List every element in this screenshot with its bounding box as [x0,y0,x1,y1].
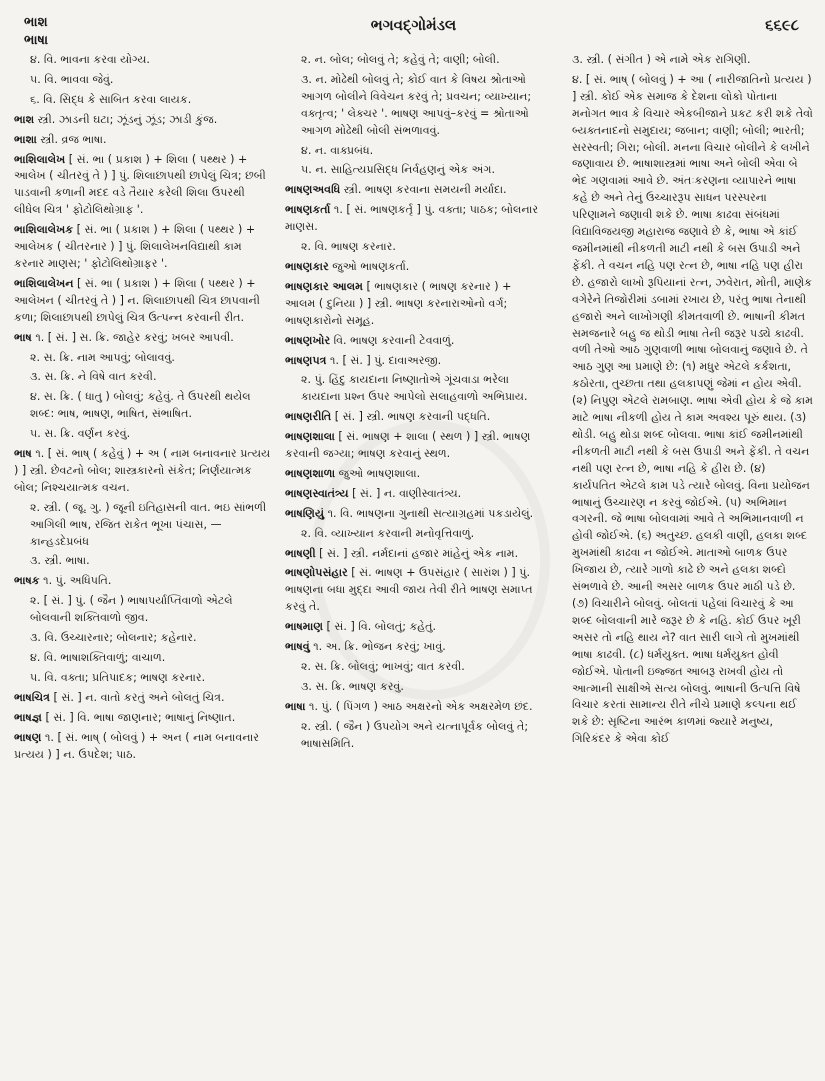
dictionary-entry [285,409,542,426]
entry-definition: જુઓ ભાષણકર્તા. [328,259,410,273]
dictionary-entry [285,546,542,563]
entry-definition: સ્ત્રી. વ્રજ ભાષા. [36,132,107,146]
entry-definition: ૧. [ સં. ] પું. દાવાઅરજી. [326,353,442,367]
dictionary-entry [285,639,542,656]
entry-definition: [ સં. ] સ્ત્રી. નર્મદાનાં હજાર માંહેનું એક નામ. [315,546,519,560]
entry-headword: ભાષજ્ઞ [14,710,42,724]
entry-sense [556,72,813,748]
entry-headword: ભાષણસ્વાતંત્ર્ય [285,486,349,500]
entry-definition: ૪. [ સં. ભાષ્ ( બોલવું ) + આ ( નારીજાતિનો પ્રત્યય ) ] સ્ત્રી. કોઈ એક સમાજ કે દેશના લોકો પોતાના મનોગત ભાવ કે વિચાર એકબીજાને પ્રકટ કરી શકે તેવો બ્યક્તનાદનો સમુદાય; જબાન; વાણી; બોલી; ભારતી; સરસ્વતી; ગિરા; બોલી. મનના વિચાર બોલીને કે લખીને જણાવાય છે. ભાષાશાસ્ત્રમાં ભાષા અને બોલી એવા બે ભેદ ગણવામાં આવે છે. અંતઃકરણના વ્યાપારને ભાષા કહે છે અને તેનું ઉચ્ચારરૂપ સાધન પરસ્પરના પરિણામને જણાવી શકે છે. ભાષા કાઢવા સંબંધમાં વિદ્યાવિજયજી મહારાજ જણાવે છે કે, ભાષા એ કાંઈ જમીનમાંથી નીકળતી માટી નથી કે બસ ઉપાડી અને ફેંકી. તે વચન નહિ પણ રત્ન છે, ભાષા નહિ પણ હીરા છે. હજારો લાખો રૂપિયાનાં રત્ન, ઝવેરાત, મોતી, માણેક વગેરેને તિજોરીમાં ડબામાં રખાય છે, પરંતુ ભાષા તેનાથી હજારો અને લાખોગણી કીમતવાળી છે. ભાષાની કીમત સમજનારે બહુ જ થોડી ભાષા તેની જરૂર પડ્યે કાઢવી. વળી તેઓ આઠ ગુણવાળી ભાષા બોલવાનું જણાવે છે. તે આઠ ગુણ આ પ્રમાણે છે: (૧) મધુર એટલે કર્કશતા, કઠોરતા, તુચ્છતા તથા હલકાપણું જેમાં ન હોય એવી. (૨) નિપુણ એટલે રામબાણ. ભાષા એવી હોય કે જે કામ માટે ભાષા નીકળી હોય તે કામ અવશ્ય પૂરું થાય. (૩) થોડી. બહુ થોડા શબ્દ બોલવા. ભાષા કાંઈ જમીનમાંથી નીકળતી માટી નથી કે બસ ઉપાડી અને ફેંકી. તે વચન નથી પણ રત્ન છે, ભાષા નહિ કે હીરા છે. (૪) કાર્યપતિત એટલે કામ પડે ત્યારે બોલવું. વિના પ્રયોજન ભાષાનું ઉચ્ચારણ ન કરવું જોઈએ. (૫) અભિમાન વગરની. જે ભાષા બોલવામાં આવે તે અભિમાનવાળી ન હોવી જોઈએ. (૬) અતુચ્છ. હલકી વાણી, હલકા શબ્દ મુખમાંથી કાઢવા ન જોઈએ. માતાઓ બાળક ઉપર ખિજાય છે, ત્યારે ગાળો કાઢે છે અને હલકા શબ્દો સંભળાવે છે. આની અસર બાળક ઉપર માઠી પડે છે. (૭) વિચારીને બોલવું. બોલતાં પહેલાં વિચારવું કે આ શબ્દ બોલવાની મારે જરૂર છે કે નહિ. કોઈ ઉપર ખૂરી અસર તો નહિ થાય ને? વાત સારી લાગે તો મુખમાંથી ભાષા કાઢવી. (૮) ધર્મયુક્ત. ભાષા ધર્મયુક્ત હોવી જોઈએ. પોતાની ઇજ્જત આબરૂ રાખવી હોય તો આત્માની સાક્ષીએ સત્ય બોલવું. ભાષાની ઉત્પત્તિ વિષે વિચાર કરતાં સામાન્ય રીતે નીચે પ્રમાણે કલ્પના થઈ શકે છે: સૃષ્ટિના આરંભ કાળમાં જ્યારે મનુષ્ય, ગિરિકંદર કે એવા કોઈ [572,72,813,746]
entry-definition: [ સં. ] ન. વાતો કરતું અને બોલતું ચિત્ર. [50,690,225,704]
entry-headword: ભાશિલાલેખન [14,276,74,290]
entry-sense [285,719,542,753]
entry-definition: ૨. ન. બોલ; બોલવું તે; કહેવું તે; વાણી; બોલી. [301,53,500,66]
entry-definition: ૧. [ સં. ભાષ્ ( બોલવું ) + અન ( નામ બનાવનાર પ્રત્યય ) ] ન. ઉપદેશ; પાઠ. [14,730,259,761]
entry-headword: ભાશિલાલેખ [14,152,66,166]
entry-headword: ભાષણખોર [285,333,331,347]
entry-sense [14,350,271,367]
dictionary-entry [14,330,271,347]
entry-headword: ભાષક [14,574,40,588]
entry-headword: ભાશ [14,112,35,126]
entry-headword: ભાષણ [14,730,42,744]
entry-sense [285,659,542,676]
entry-headword: ભાષણિયું [285,506,325,520]
entry-headword: ભાષ [14,330,32,344]
entry-definition: ૨. સ. ક્રિ. નામ આપવું; બોલાવવું. [30,350,175,364]
entry-definition: ૪. વિ. ભાવના કરવા યોગ્ય. [30,53,150,66]
entry-headword: ભાશા [14,132,37,146]
entry-definition: સ્ત્રી. ઝાડની ઘટા; ઝૂંડનું ઝૂંડ; ઝાડી કુંજ. [34,112,218,126]
entry-definition: ૨. વિ. ભાષણ કરનાર. [301,240,396,254]
dictionary-entry [14,132,271,149]
entry-headword: ભાષમાણ [285,620,324,634]
entry-definition: ૪. સ. ક્રિ. ( ધાતુ ) બોલવું; કહેવું. તે ઉપરથી થયેલ શબ્દ: ભાષ, ભાષણ, ભાષિત, સંભાષિત. [30,390,251,421]
dictionary-entry [285,429,542,463]
entry-sense [14,670,271,687]
dictionary-entry [285,182,542,199]
entry-sense [14,92,271,109]
entry-headword: ભાષવું [285,640,310,654]
entry-sense [285,372,542,406]
entry-sense [14,553,271,570]
entry-definition: ૩. સ્ત્રી. ( સંગીત ) એ નામે એક રાગિણી. [572,53,751,66]
entry-headword: ભાષણકાર [285,259,329,273]
entry-definition: ૫. વિ. ભાવવા જેવું. [30,72,114,86]
entry-sense [285,679,542,696]
entry-headword: ભાષણી [285,546,316,560]
entry-headword: ભાષ [14,447,32,461]
entry-sense [14,426,271,443]
dictionary-entry [285,353,542,370]
dictionary-entry [285,279,542,330]
dictionary-entry [14,152,271,220]
entry-definition: [ સં. ભાષણ + શાલા ( સ્થળ ) ] સ્ત્રી. ભાષણ કરવાની જગ્યા; ભાષણ કરવાનું સ્થળ. [285,430,531,461]
entry-definition: [ સં. ભા ( પ્રકાશ ) + શિલા ( પથ્થર ) + આલેખક ( ચીતરનાર ) ] પું. શિલાલેખનવિદ્યાથી કામ કરનાર માણસ; ' ફોટોલિથોગ્રાફર '. [14,223,256,270]
entry-sense [285,52,542,69]
entry-definition: ૧. [ સં. ભાષ્ ( કહેવું ) + અ ( નામ બનાવનાર પ્રત્યય ) ] સ્ત્રી. છેવટનો બોલ; શાસ્ત્રકારનો સંકેત; નિર્ણયાત્મક બોલ; નિશ્ચયાત્મક વચન. [14,447,271,494]
entry-definition: ૨. સ્ત્રી. ( જૈન ) ઉપયોગ અને યત્નાપૂર્વક બોલવું તે; ભાષાસમિતિ. [301,719,529,750]
entry-definition: [ સં. ભાષણ + ઉપસંહાર ( સારાંશ ) ] પું. ભાષણના બધા મુદ્દા આવી જાય તેવી રીતે ભાષણ સમાપ્ત કરવું તે. [285,566,533,614]
entry-definition: ૫. સ. ક્રિ. વર્ણન કરવું. [30,427,131,441]
entry-sense [14,593,271,627]
entry-definition: ૩. સ. ક્રિ. ભાષણ કરવું. [301,679,404,693]
entry-definition: ૨. [ સં. ] પું. ( જૈન ) ભાષાપર્યાપ્તિવાળો એટલે બોલવાની શક્તિવાળો જીવ. [30,594,233,625]
entry-sense [285,143,542,160]
entry-definition: વિ. ભાષણ કરવાની ટેવવાળું. [330,333,455,347]
entry-definition: [ ભાષણકાર ( ભાષણ કરનાર ) + આલમ ( દુનિયા ) ] સ્ત્રી. ભાષણ કરનારાઓનો વર્ગ; ભાષણકારોનો સમૂહ. [285,279,512,327]
dictionary-entry [285,506,542,523]
entry-definition: ૪. વિ. ભાષાશક્તિવાળું; વાચાળ. [30,651,166,664]
entry-definition: ૩. ન. મોઢેથી બોલવું તે; કોઈ વાત કે વિષય શ્રોતાઓ આગળ બોલીને વિવેચન કરવું તે; પ્રવચન; વ્યાખ્યાન; વક્તૃત્વ; ' લેક્ચર '. ભાષણ આપવું–કરવું = શ્રોતાઓ આગળ મોઢેથી બોલી સંભળાવવું. [301,72,532,137]
entry-sense [14,389,271,423]
entry-headword: ભાષણશાલા [285,430,335,444]
entry-sense [14,72,271,89]
entry-sense [14,630,271,647]
entry-definition: ૩. વિ. ઉચ્ચારનાર; બોલનાર; કહેનાર. [30,631,197,645]
entry-sense [556,52,813,69]
entry-definition: ૧. પું. ( પિંગળ ) આઠ અક્ષરનો એક અક્ષરમેળ છંદ. [305,699,533,713]
page-number: ૬૬૯૮ [765,16,799,34]
entry-definition: [ સં. ] સ્ત્રી. ભાષણ કરવાની પદ્ધતિ. [331,410,491,424]
entry-definition: [ સં. ] વિ. ભાષા જાણનાર; ભાષાનું નિષ્ણાત. [41,710,236,724]
dictionary-entry [285,565,542,616]
dictionary-entry [14,690,271,707]
entry-definition: ૨. પું. હિંદુ કાયદાના નિષ્ણાતોએ ગૂંચવાડા ભરેલા કાયદાના પ્રશ્ન ઉપર આપેલો સલાહવાળો અભિપ્રાય. [301,373,528,404]
entry-definition: ૨. સ. ક્રિ. બોલવું; ભાખવું; વાત કરવી. [301,660,465,673]
dictionary-entry [14,222,271,273]
entry-definition: જુઓ ભાષણશાલા. [335,466,421,480]
entry-sense [285,72,542,140]
dictionary-title: ભગવદ્ગોમંડલ [370,16,457,34]
dictionary-entry [14,446,271,497]
text-columns [14,52,813,1075]
dictionary-entry [14,573,271,590]
entry-definition: [ સં. ] વિ. બોલતું; કહેતું. [323,620,437,634]
entry-definition: ૧. વિ. ભાષણના ગુનાથી સત્યાગ્રહમાં પકડાયેલું. [324,506,534,520]
entry-headword: ભાષણકર્તા [285,203,331,217]
entry-definition: [ સં. ભા ( પ્રકાશ ) + શિલા ( પથ્થર ) + આલેખ ( ચીતરવું તે ) ] પું. શિલાછાપથી છાપેલું ચિત્ર; છબી પાડવાની કળાની મદદ વડે તૈયાર કરેલી શિલા ઉપરથી લીધેલ ચિત્ર ' ફોટોલિથોગ્રાફ '. [14,152,266,217]
entry-headword: ભાશિલાલેખક [14,223,74,237]
entry-headword: ભાષચિત્ર [14,690,50,704]
entry-headword: ભાષણશાળા [285,466,336,480]
page-header [14,8,813,52]
entry-sense [14,52,271,69]
entry-definition: ૩. સ. ક્રિ. ને વિષે વાત કરવી. [30,370,157,384]
entry-definition: ૩. સ્ત્રી. ભાષા. [30,554,90,568]
entry-sense [285,526,542,543]
entry-definition: ૧. [ સં. ] સ. ક્રિ. જાહેર કરવું; ખબર આપવી. [31,330,234,344]
entry-headword: ભાષણપત્ર [285,353,327,367]
dictionary-entry [285,619,542,636]
column-2 [285,52,542,1075]
entry-sense [285,239,542,256]
guide-word-bottom: ભાષા [24,33,49,48]
entry-headword: ભાષા [285,699,306,713]
column-1 [14,52,271,1075]
entry-definition: [ સં. ] ન. વાણીસ્વાતંત્ર્ય. [348,486,462,500]
entry-definition: ૧. અ. ક્રિ. ભોજન કરવું; ખાવું. [309,640,446,654]
dictionary-entry [285,466,542,483]
guide-word-top: ભાશ [24,15,48,30]
entry-definition: [ સં. ભા ( પ્રકાશ ) + શિલા ( પથ્થર ) + આલેખન ( ચીતરવું તે ) ] ન. શિલાછાપથી ચિત્ર છાપવાની કળા; શિલાછાપથી છાપેલું ચિત્ર ઉત્પન્ન કરવાની રીત. [14,276,260,324]
entry-definition: ૫. ન. સાહિત્યપ્રસિદ્ધ નિર્વહણનું એક અંગ. [301,163,495,177]
entry-definition: ૧. પું. અધિપતિ. [39,574,112,588]
dictionary-entry [285,333,542,350]
column-3 [556,52,813,1075]
dictionary-entry [285,486,542,503]
dictionary-entry [14,730,271,764]
entry-sense [14,500,271,551]
entry-headword: ભાષણકાર આલમ [285,279,363,293]
dictionary-entry [14,276,271,327]
entry-headword: ભાષણઅવધિ [285,183,341,197]
entry-definition: ૨. વિ. વ્યાખ્યાન કરવાની મનોવૃત્તિવાળું. [301,526,475,540]
entry-definition: ૧. [ સં. ભાષણકર્તૃ ] પું. વક્તા; પાઠક; બોલનાર માણસ. [285,203,539,234]
dictionary-entry [285,259,542,276]
entry-sense [14,650,271,667]
entry-definition: ૫. વિ. વક્તા; પ્રતિપાદક; ભાષણ કરનાર. [30,670,206,684]
entry-sense [14,369,271,386]
entry-definition: ૪. ન. વાક્પ્રબંધ. [301,143,374,157]
dictionary-entry [14,710,271,727]
entry-sense [285,162,542,179]
entry-headword: ભાષણરીતિ [285,410,332,424]
entry-definition: ૬. વિ. સિદ્ધ કે સાબિત કરવા લાયક. [30,92,192,106]
entry-headword: ભાષણોપસંહાર [285,566,348,580]
entry-definition: ૨. સ્ત્રી. ( જૂ. ગુ. ) જૂની ઇતિહાસની વાત. ભઇ સાંભળી આગિલી ભાષ, રજિત રાકેત ભૂખા પંચાસ, — કાન્હડદેપ્રબંધ [30,500,267,548]
dictionary-entry [14,112,271,129]
entry-definition: સ્ત્રી. ભાષણ કરવાના સમયની મર્યાદા. [340,183,507,197]
dictionary-entry [285,202,542,236]
dictionary-entry [285,699,542,716]
